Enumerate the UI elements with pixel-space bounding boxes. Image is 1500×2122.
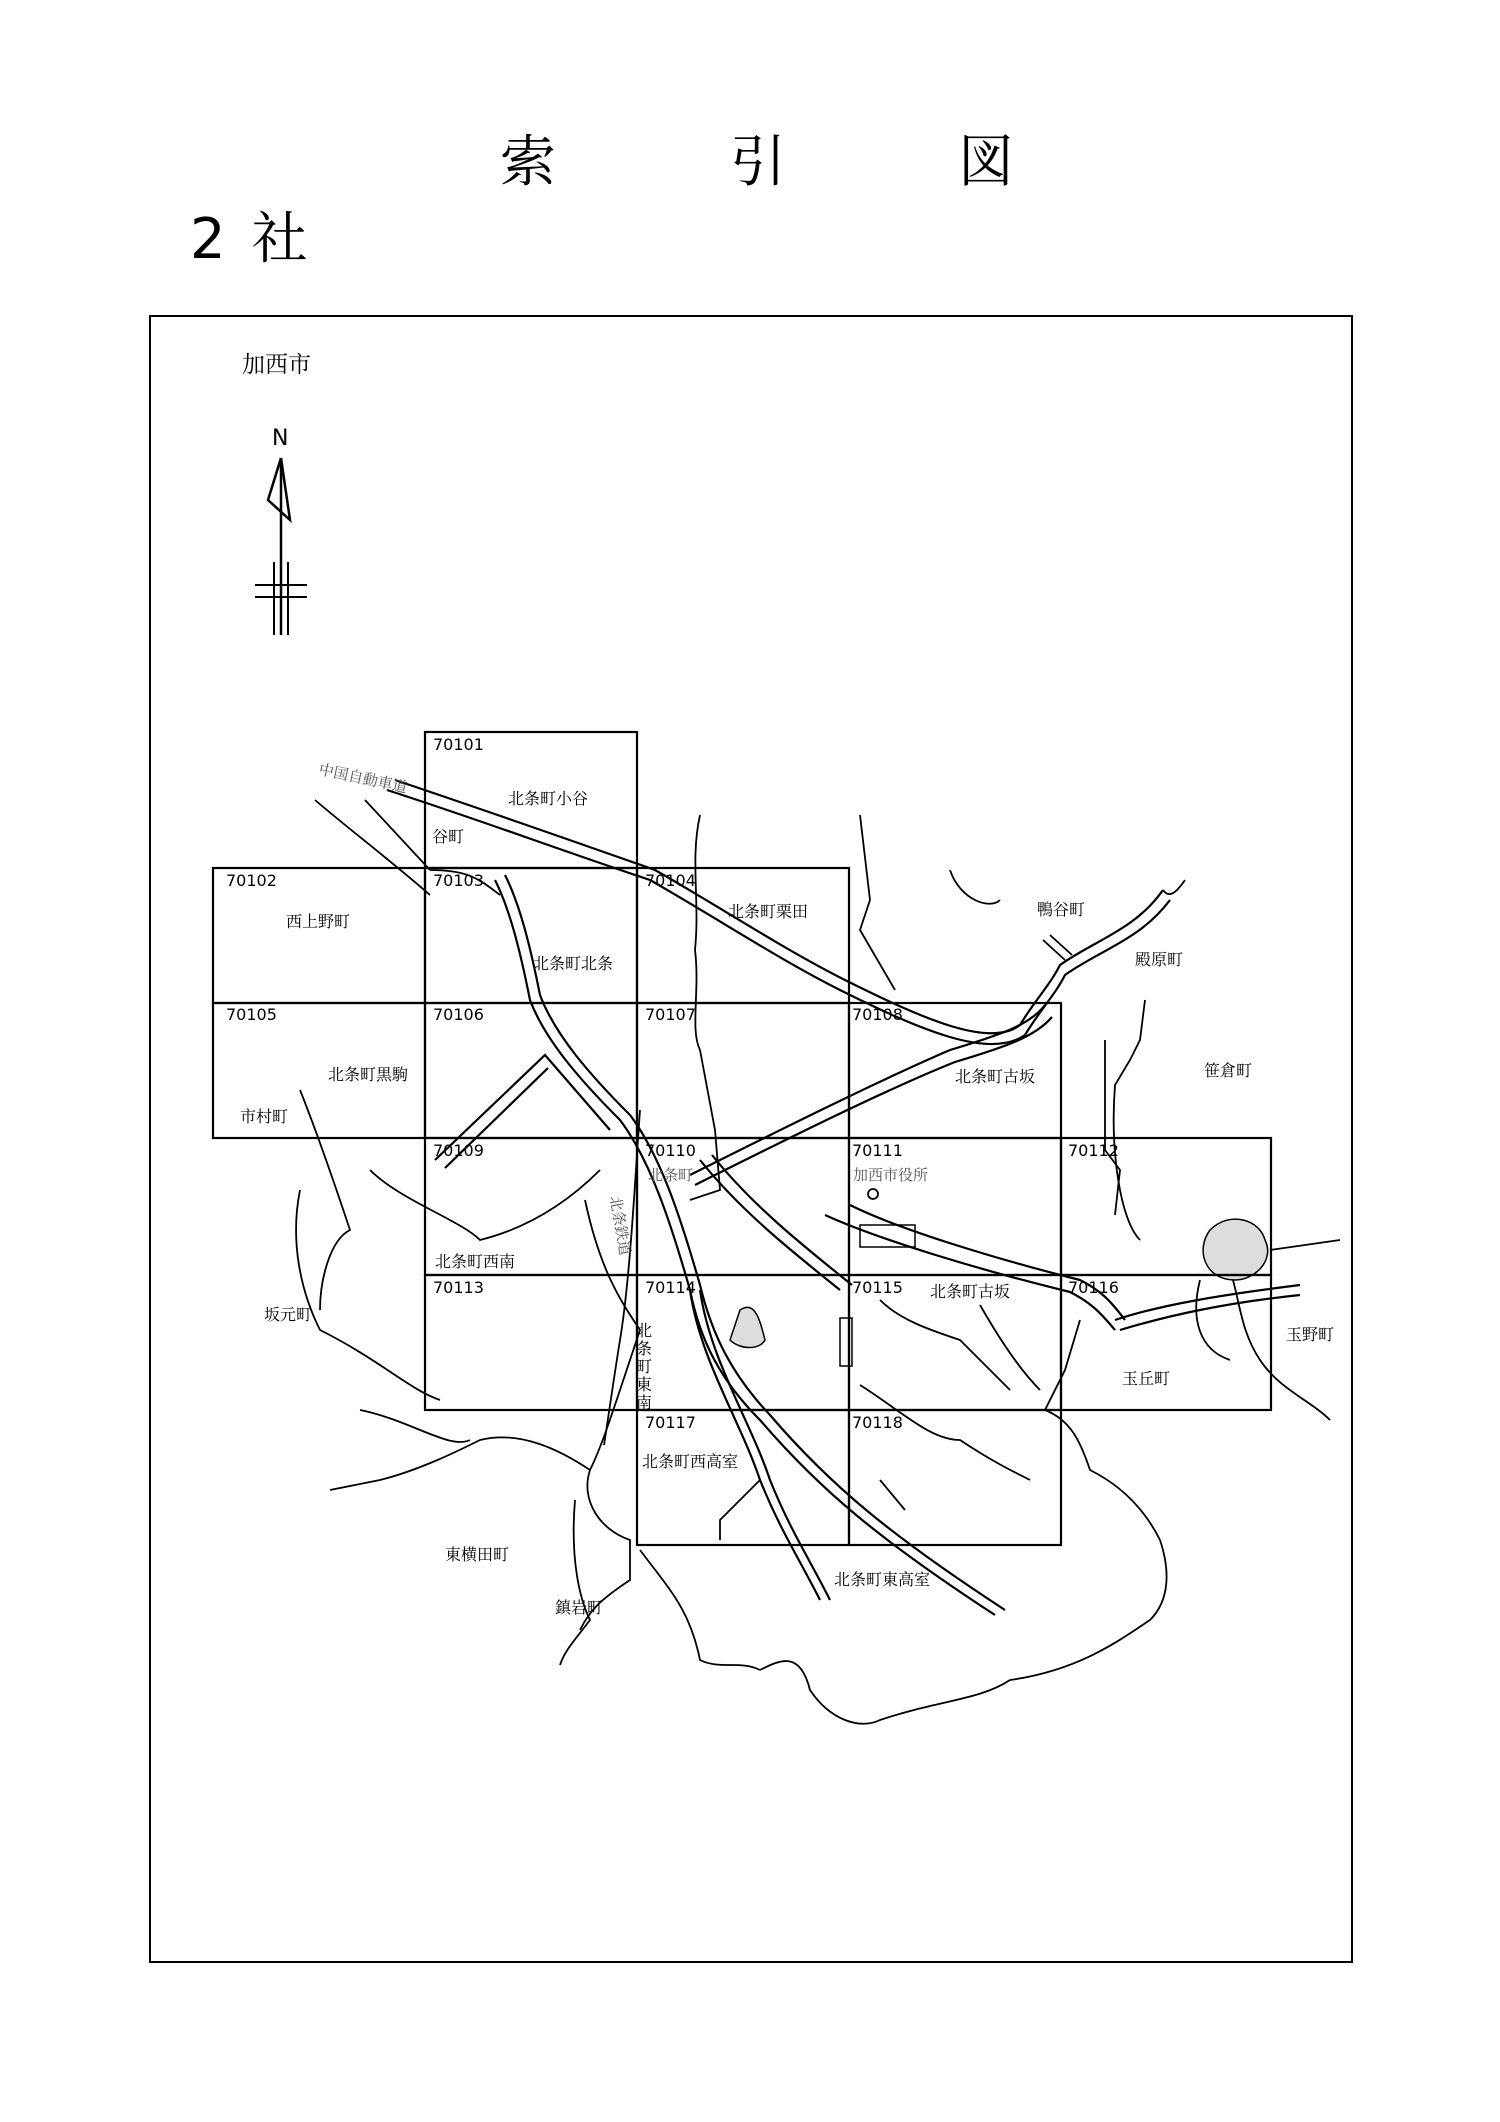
place-label: 北条町西南 (435, 1252, 516, 1271)
place-label: 市村町 (240, 1107, 289, 1126)
place-label: 坂元町 (264, 1305, 313, 1324)
title-char-3: 図 (958, 130, 1014, 195)
svg-text:70106: 70106 (433, 1005, 484, 1024)
tile-70118 (849, 1410, 1061, 1545)
svg-text:70101: 70101 (433, 735, 484, 754)
place-labels (240, 789, 1334, 1617)
place-label: 玉丘町 (1122, 1369, 1171, 1388)
place-label: 北条町古坂 (955, 1067, 1036, 1086)
tile-70103 (425, 868, 637, 1003)
tile-70113 (425, 1275, 637, 1410)
title-char-2: 引 (730, 130, 786, 195)
svg-text:70118: 70118 (852, 1413, 903, 1432)
svg-text:70113: 70113 (433, 1278, 484, 1297)
city-hall-label: 加西市役所 (853, 1166, 929, 1184)
tile-70117 (637, 1410, 849, 1545)
svg-text:70102: 70102 (226, 871, 277, 890)
place-label: 鎮岩町 (555, 1598, 604, 1617)
svg-text:70107: 70107 (645, 1005, 696, 1024)
tile-70107 (637, 1003, 849, 1138)
place-label: 西上野町 (286, 912, 351, 931)
railway-label: 北条鉄道 (606, 1194, 635, 1257)
north-arrow-icon (255, 426, 307, 635)
place-label: 谷町 (432, 827, 465, 846)
svg-text:70115: 70115 (852, 1278, 903, 1297)
place-label: 北条町栗田 (728, 902, 809, 921)
svg-text:70117: 70117 (645, 1413, 696, 1432)
tile-70111 (849, 1138, 1061, 1275)
title-char-1: 索 (500, 130, 556, 195)
place-label: 殿原町 (1135, 950, 1184, 969)
svg-text:70112: 70112 (1068, 1141, 1119, 1160)
section-subtitle: 2社 (190, 207, 334, 272)
place-label: 北条町黒駒 (328, 1065, 409, 1084)
place-label: 北条町小谷 (508, 789, 589, 808)
svg-text:70109: 70109 (433, 1141, 484, 1160)
expressway-label: 中国自動車道 (317, 760, 409, 797)
landmark-labels (317, 760, 928, 1256)
svg-text:70104: 70104 (645, 871, 696, 890)
place-label: 玉野町 (1286, 1325, 1335, 1344)
tile-70106 (425, 1003, 637, 1138)
station-label: 北条町 (648, 1166, 694, 1184)
city-label: 加西市 (242, 352, 311, 378)
city-hall-icon (868, 1189, 878, 1199)
place-label-vertical: 北条町東南 (633, 1322, 653, 1412)
place-label: 北条町北条 (533, 954, 614, 973)
place-label: 東横田町 (445, 1545, 510, 1564)
place-label: 鴨谷町 (1037, 900, 1086, 919)
tile-70102 (213, 868, 425, 1003)
svg-text:70105: 70105 (226, 1005, 277, 1024)
place-label: 北条町東高室 (834, 1570, 931, 1589)
north-label: N (272, 426, 289, 451)
svg-text:70110: 70110 (645, 1141, 696, 1160)
place-label: 北条町古坂 (930, 1282, 1011, 1301)
tile-grid (213, 732, 1271, 1545)
svg-text:70111: 70111 (852, 1141, 903, 1160)
place-label: 笹倉町 (1204, 1061, 1253, 1080)
tile-70116 (1061, 1275, 1271, 1410)
svg-text:70116: 70116 (1068, 1278, 1119, 1297)
place-label: 北条町西高室 (642, 1452, 739, 1471)
svg-text:70114: 70114 (645, 1278, 696, 1297)
svg-text:70103: 70103 (433, 871, 484, 890)
svg-text:70108: 70108 (852, 1005, 903, 1024)
